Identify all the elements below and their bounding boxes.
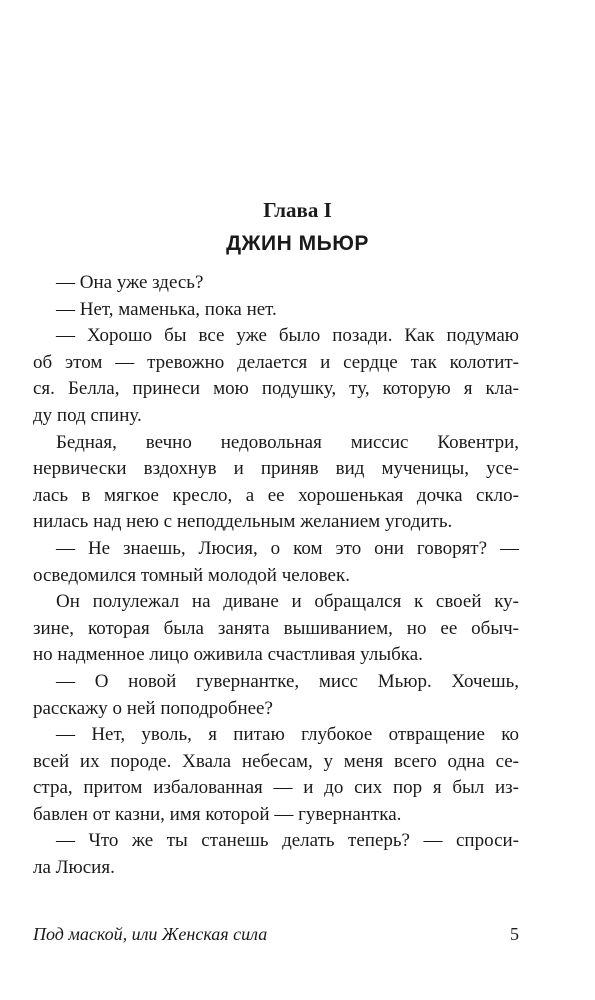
text-line: об этом — тревожно делается и сердце так колотит-	[33, 351, 519, 373]
text-line: ся. Белла, принеси мою подушку, ту, которую я кла-	[33, 378, 519, 400]
text-line: стра, притом избалованная — и до сих пор я был из-	[33, 777, 519, 799]
text-line: бавлен от казни, имя которой — гувернантка.	[33, 803, 402, 825]
page-footer	[33, 921, 519, 947]
text-line: Бедная, вечно недовольная миссис Ковентри,	[56, 431, 519, 453]
text-line: всей их породе. Хвала небесам, у меня всего одна се-	[33, 750, 519, 772]
text-line: — Хорошо бы все уже было позади. Как подумаю	[56, 325, 519, 347]
text-line: — Не знаешь, Люсия, о ком это они говорят? —	[56, 537, 519, 559]
text-line: — Нет, маменька, пока нет.	[56, 298, 277, 320]
text-line: но надменное лицо оживила счастливая улыбка.	[33, 644, 423, 666]
text-line: нервически вздохнув и приняв вид мученицы, усе-	[33, 458, 519, 480]
text-line: ла Люсия.	[33, 857, 115, 879]
text-line: зине, которая была занята вышиванием, но ее обыч-	[33, 617, 519, 639]
text-line: ду под спину.	[33, 404, 142, 426]
text-line: лась в мягкое кресло, а ее хорошенькая дочка скло-	[33, 484, 519, 506]
chapter-title: ДЖИН МЬЮР	[226, 232, 369, 255]
chapter-number: Глава I	[263, 198, 332, 222]
text-line: расскажу о ней поподробнее?	[33, 697, 273, 719]
page-number: 5	[510, 924, 519, 944]
text-line: Он полулежал на диване и обращался к своей ку-	[56, 591, 519, 613]
body-text	[33, 270, 519, 882]
running-title: Под маской, или Женская сила	[33, 924, 268, 944]
text-line: — О новой гувернантке, мисс Мьюр. Хочешь,	[56, 670, 519, 692]
text-line: — Она уже здесь?	[56, 272, 204, 293]
text-line: осведомился томный молодой человек.	[33, 564, 350, 586]
text-line: нилась над нею с неподдельным желанием угодить.	[33, 511, 453, 533]
text-line: — Нет, уволь, я питаю глубокое отвращение ко	[56, 724, 519, 746]
text-line: — Что же ты станешь делать теперь? — спроси-	[56, 830, 519, 852]
